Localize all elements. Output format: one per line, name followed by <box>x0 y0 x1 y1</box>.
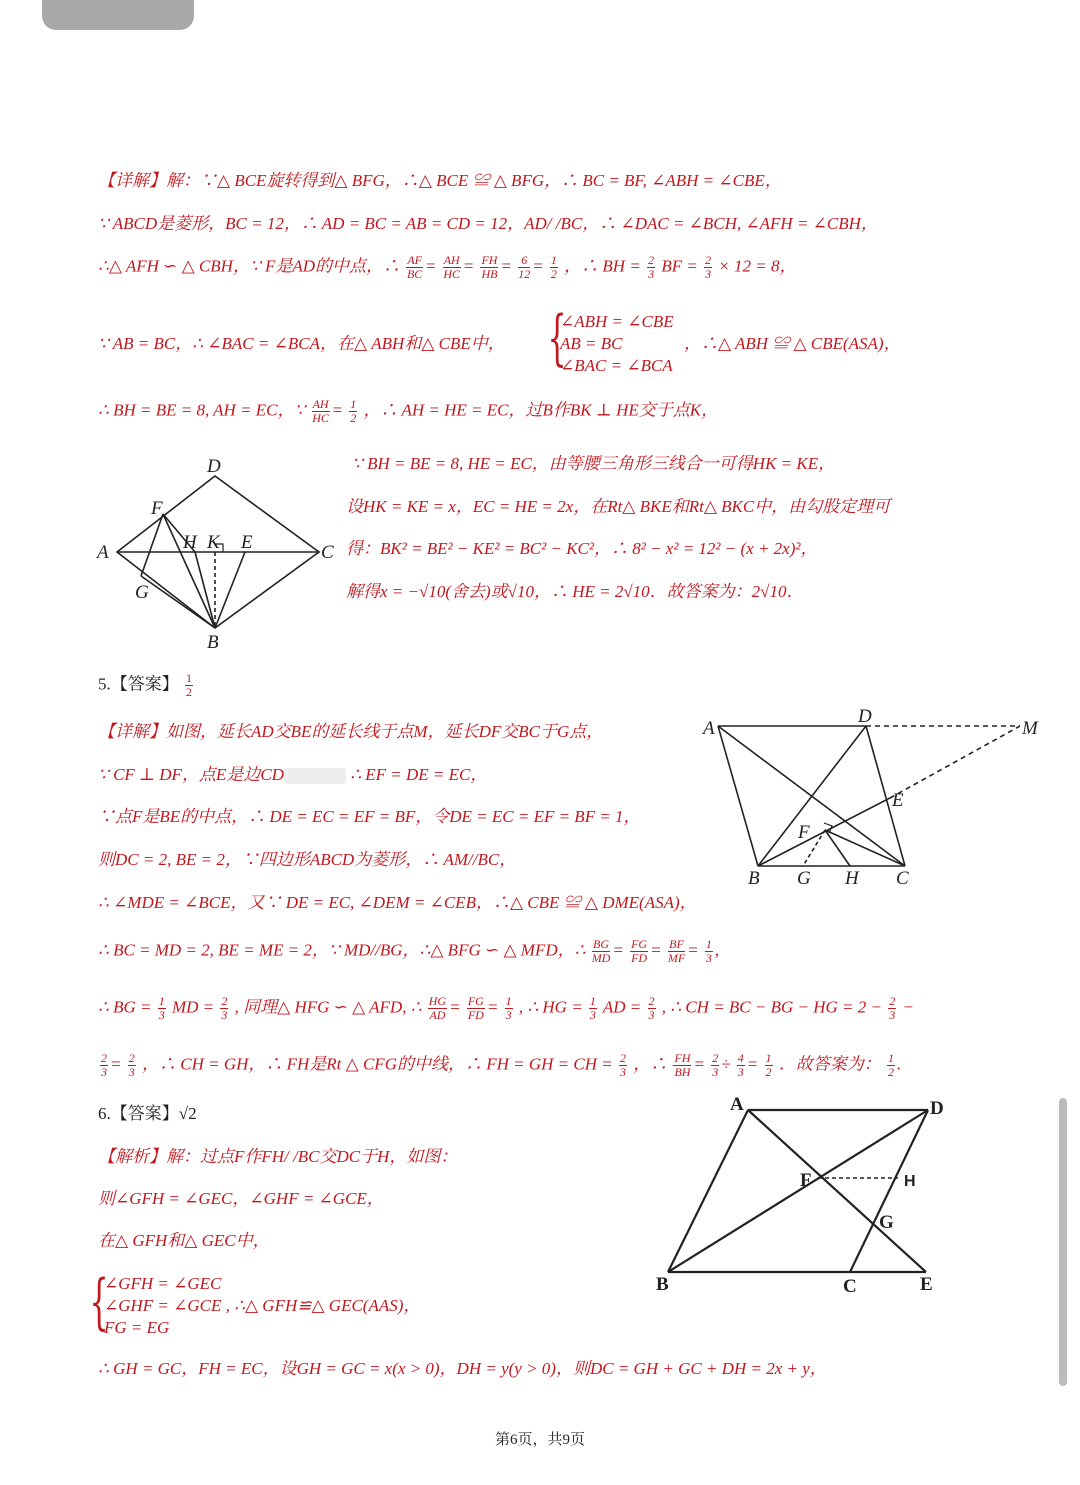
segment-ab <box>718 726 758 866</box>
label-c: C <box>896 868 909 889</box>
label-b: B <box>748 868 760 889</box>
vertical-scrollbar[interactable] <box>1059 1098 1067 1386</box>
p6-line-3: 在△ GFH和△ GEC中， <box>98 1231 270 1250</box>
p5-line-6: ∴ BC = MD = 2, BE = ME = 2，∵ MD//BG，∴△ BFG ∽ △ MFD，∴ $\frac{BG}{MD}$ = $\frac{FG}{FD}$ = $\frac{BF}{MF}$ = $\frac{1}{3}$ , <box>98 937 720 965</box>
label-c: C <box>843 1276 857 1297</box>
p4-line-7: 设HK = KE = x，EC = HE = 2x，在Rt△ BKE和Rt△ BKC中，由勾股定理可 <box>346 497 891 516</box>
p4-line-5: ∴ BH = BE = 8, AH = EC，∵ $\frac{AH}{HC}$ = $\frac{1}{2}$ ，∴ AH = HE = EC，过B作BK ⊥ HE交于点K， <box>98 397 719 425</box>
p5-line-8: $\frac{2}{3}$ = $\frac{2}{3}$ ，∴ CH = GH，∴ FH是Rt △ CFG的中线，∴ FH = GH = CH = $\frac{2}{3}$ ，∴ $\frac{FH}{BH}$ = $\frac{2}{3}$ ÷ $\frac{4}{3}$ = $\frac{1}{2}$ ．故答案为： $\frac{1}{2}$ . <box>101 1051 902 1079</box>
system-of-equations-1: ∠ABH = ∠CBE AB = BC ∠BAC = ∠BCA <box>560 312 674 375</box>
p4-line-4b: ，∴△ ABH ≌ △ CBE(ASA)， <box>684 334 901 353</box>
label-m: M <box>1022 718 1038 739</box>
figure-rhombus-extended <box>700 702 1045 892</box>
label-d: D <box>858 706 872 727</box>
label-e: E <box>920 1274 933 1295</box>
label-a: A <box>730 1094 744 1115</box>
page-indicator-tab <box>42 0 194 30</box>
segment-em-dashed <box>890 726 1020 798</box>
label-d: D <box>930 1098 944 1119</box>
label-f: F <box>800 1170 812 1191</box>
p4-line-1: 【详解】解：∵△ BCE旋转得到△ BFG，∴△ BCE ≌ △ BFG，∴ BC = BF, ∠ABH = ∠CBE， <box>98 171 782 190</box>
label-g: G <box>879 1212 894 1233</box>
system-of-equations-2: ∠GFH = ∠GEC ∠GHF = ∠GCE , ∴△ GFH≌△ GEC(AAS)， FG = EG <box>104 1274 421 1337</box>
label-h: H <box>845 868 859 889</box>
left-brace-2: { <box>89 1267 109 1337</box>
p6-line-1: 【解析】解：过点F作FH/ /BC交DC于H，如图： <box>98 1147 458 1166</box>
figure-parallelogram <box>650 1092 950 1302</box>
p4-line-6: ∵ BH = BE = 8, HE = EC，由等腰三角形三线合一可得HK = KE， <box>352 454 836 473</box>
p5-line-7: ∴ BG = $\frac{1}{3}$ MD = $\frac{2}{3}$ , 同理△ HFG ∽ △ AFD, ∴ $\frac{HG}{AD}$ = $\frac{FG}{FD}$ = $\frac{1}{3}$ , ∴ HG = $\frac{1}{3}$ AD = $\frac{2}{3}$ , ∴ CH = BC − BG − HG = 2 − $\frac{2}{3}$ − <box>98 994 914 1022</box>
p5-line-5: ∴ ∠MDE = ∠BCE，又∵ DE = EC, ∠DEM = ∠CEB，∴△ CBE ≌ △ DME(ASA)， <box>98 893 697 912</box>
left-brace: { <box>547 303 567 373</box>
diagonal-bd <box>758 726 866 866</box>
label-a: A <box>97 542 109 563</box>
p6-line-4: ∴ GH = GC，FH = EC，设GH = GC = x(x > 0)，DH = y(y > 0)，则DC = GH + GC + DH = 2x + y， <box>98 1359 827 1378</box>
p4-line-8: 得：BK² = BE² − KE² = BC² − KC²，∴ 8² − x² = 12² − (x + 2x)²， <box>346 539 818 558</box>
label-e: E <box>892 790 904 811</box>
obscured-text <box>284 768 346 784</box>
label-h: H <box>183 532 197 553</box>
p5-line-2: ∵ CF ⊥ DF，点E是边CD ∴ EF = DE = EC， <box>98 765 488 784</box>
segment-ae <box>748 1110 926 1272</box>
label-a: A <box>703 718 715 739</box>
p4-line-3: ∴△ AFH ∽ △ CBH，∵ F是AD的中点，∴ $\frac{AF}{BC}$ = $\frac{AH}{HC}$ = $\frac{FH}{HB}$ = $\frac{6}{12}$ = $\frac{1}{2}$ ，∴ BH = $\frac{2}{3}$ BF = $\frac{2}{3}$ × 12 = 8， <box>98 253 797 281</box>
p5-line-1: 【详解】如图，延长AD交BE的延长线于点M，延长DF交BC于G点， <box>98 722 604 741</box>
p4-line-4a: ∵ AB = BC，∴ ∠BAC = ∠BCA，在△ ABH和△ CBE中， <box>98 334 505 353</box>
label-d: D <box>207 456 221 477</box>
p6-line-2: 则∠GFH = ∠GEC，∠GHF = ∠GCE， <box>98 1189 384 1208</box>
figure-rhombus-abcd <box>95 452 340 652</box>
label-g: G <box>135 582 149 603</box>
p5-line-4: 则DC = 2, BE = 2，∵四边形ABCD为菱形，∴ AM//BC， <box>98 850 517 869</box>
label-h: H <box>904 1173 916 1190</box>
label-g: G <box>797 868 811 889</box>
p5-answer-line: 5.【答案】 $\frac{1}{2}$ <box>98 671 192 699</box>
page-footer: 第6页，共9页 <box>494 1432 585 1448</box>
label-e: E <box>241 532 253 553</box>
label-f: F <box>798 822 810 843</box>
p4-line-9: 解得x = −√10(舍去)或√10，∴ HE = 2√10．故答案为：2√10． <box>346 582 804 601</box>
p5-line-3: ∵点F是BE的中点，∴ DE = EC = EF = BF，令DE = EC = EF = BF = 1， <box>98 807 641 826</box>
segment-fg <box>141 514 163 576</box>
p6-answer-line: 6.【答案】√2 <box>98 1104 197 1123</box>
label-b: B <box>207 632 219 652</box>
label-k: K <box>207 532 220 553</box>
label-c: C <box>321 542 334 563</box>
p4-line-2: ∵ ABCD是菱形，BC = 12，∴ AD = BC = AB = CD = 12，AD/ /BC，∴ ∠DAC = ∠BCH, ∠AFH = ∠CBH， <box>98 214 878 233</box>
label-b: B <box>656 1274 669 1295</box>
label-f: F <box>151 498 163 519</box>
